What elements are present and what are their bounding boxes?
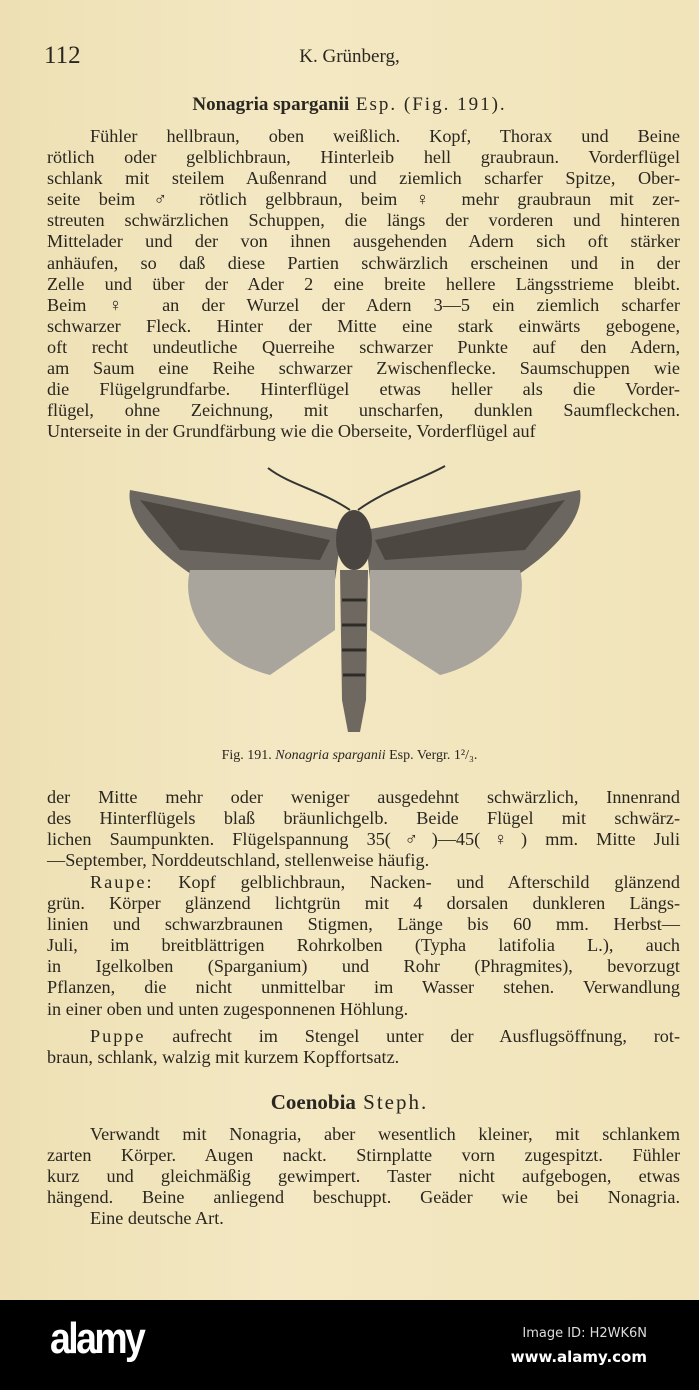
text-line: zarten Körper. Augen nackt. Stirnplatte vorn zugespitzt. Fühler [47, 1145, 680, 1166]
line-text: aufrecht im Stengel unter der Ausflugsöffnung, rot- [145, 1026, 680, 1046]
species-heading [0, 94, 699, 116]
text-line: oft recht undeutliche Querreihe schwarzer Punkte auf den Adern, [47, 336, 680, 357]
line-text: Kopf gelblichbraun, Nacken- und Afterschild glänzend [153, 872, 680, 892]
text-line: Juli, im breitblättrigen Rohrkolben (Typha latifolia L.), auch [47, 935, 680, 956]
text-line [47, 1026, 680, 1047]
text-line: Zelle und über der Ader 2 eine breite hellere Längsstrieme bleibt. [47, 273, 680, 294]
text-line: Fühler hellbraun, oben weißlich. Kopf, Thorax und Beine [90, 126, 680, 146]
description-continued [47, 787, 680, 871]
text-line [47, 872, 680, 893]
heading-rest-coenobia: Steph. [355, 1090, 429, 1114]
text-line: linien und schwarzbraunen Stigmen, Länge bis 60 mm. Herbst— [47, 914, 680, 935]
text-line: die Flügelgrundfarbe. Hinterflügel etwas heller als die Vorder- [47, 379, 680, 400]
text-line: der Mitte mehr oder weniger ausgedehnt schwärzlich, Innenrand [47, 787, 680, 807]
text-line: anhäufen, so daß diese Partien schwärzlich erscheinen und in der [47, 252, 680, 273]
text-line: am Saum eine Reihe schwarzer Zwischenflecke. Saumschuppen wie [47, 358, 680, 379]
running-header-author: K. Grünberg, [299, 46, 400, 67]
spaced-label: Raupe: [90, 872, 154, 892]
text-line: rötlich oder gelblichbraun, Hinterleib hell graubraun. Vorderflügel [47, 147, 680, 168]
text-line: Pflanzen, die nicht unmittelbar im Wasser stehen. Verwandlung [47, 977, 680, 998]
spaced-label: Puppe [90, 1026, 146, 1046]
text-line: in einer oben und unten zugesponnenen Höhlung. [47, 998, 409, 1019]
text-line: Unterseite in der Grundfärbung wie die Oberseite, Vorderflügel auf [47, 421, 536, 442]
page-number: 112 [44, 42, 81, 69]
text-line: grün. Körper glänzend lichtgrün mit 4 dorsalen dunkleren Längs- [47, 893, 680, 914]
genus-heading [0, 1090, 699, 1115]
text-line: seite beim ♂ rötlich gelbbraun, beim ♀ mehr graubraun mit zer- [47, 189, 680, 210]
figure-caption [0, 748, 699, 764]
alamy-logo: alamy [50, 1314, 144, 1363]
watermark-footer [0, 1300, 699, 1390]
text-line: Eine deutsche Art. [90, 1208, 224, 1229]
moth-illustration [120, 460, 585, 740]
text-line: Verwandt mit Nonagria, aber wesentlich kleiner, mit schlankem [90, 1124, 680, 1144]
figure-rest: Esp. Vergr. 1²/₃. [385, 748, 478, 763]
text-line: in Igelkolben (Sparganium) und Rohr (Phragmites), bevorzugt [47, 956, 680, 977]
description-paragraph [47, 126, 680, 442]
coenobia-paragraph [47, 1124, 680, 1229]
figure-species: Nonagria sparganii [275, 748, 386, 763]
text-line: schwarzer Fleck. Hinter der Mitte eine stark einwärts gebogene, [47, 315, 680, 336]
larva-paragraph [47, 872, 680, 1020]
image-id: Image ID: H2WK6N [522, 1326, 647, 1341]
heading-genus-coenobia: Coenobia [270, 1090, 356, 1114]
text-line: des Hinterflügels blaß bräunlichgelb. Beide Flügel mit schwärz- [47, 808, 680, 829]
heading-genus: Nonagria sparganii [192, 94, 350, 115]
text-line: Mittelader und der von ihnen ausgehenden Adern sich oft stärker [47, 231, 680, 252]
text-line: Beim ♀ an der Wurzel der Adern 3—5 ein ziemlich scharfer [47, 294, 680, 315]
text-line: hängend. Beine anliegend beschuppt. Geäder wie bei Nonagria. [47, 1187, 680, 1208]
figure-label: Fig. 191. [221, 748, 272, 763]
site-url: www.alamy.com [510, 1348, 647, 1366]
text-line: braun, schlank, walzig mit kurzem Kopffortsatz. [47, 1047, 400, 1068]
text-line: kurz und gleichmäßig gewimpert. Taster nicht aufgebogen, etwas [47, 1166, 680, 1187]
text-line: flügel, ohne Zeichnung, mit unscharfen, dunklen Saumfleckchen. [47, 400, 680, 421]
heading-rest: Esp. (Fig. 191). [349, 94, 507, 115]
text-line: —September, Norddeutschland, stellenweise häufig. [47, 850, 430, 871]
pupa-paragraph [47, 1026, 680, 1068]
text-line: streuten schwärzlichen Schuppen, die längs der vorderen und hinteren [47, 210, 680, 231]
text-line: schlank mit steilem Außenrand und ziemlich scharfer Spitze, Ober- [47, 168, 680, 189]
text-line: lichen Saumpunkten. Flügelspannung 35(♂)—45(♀) mm. Mitte Juli [47, 829, 680, 850]
